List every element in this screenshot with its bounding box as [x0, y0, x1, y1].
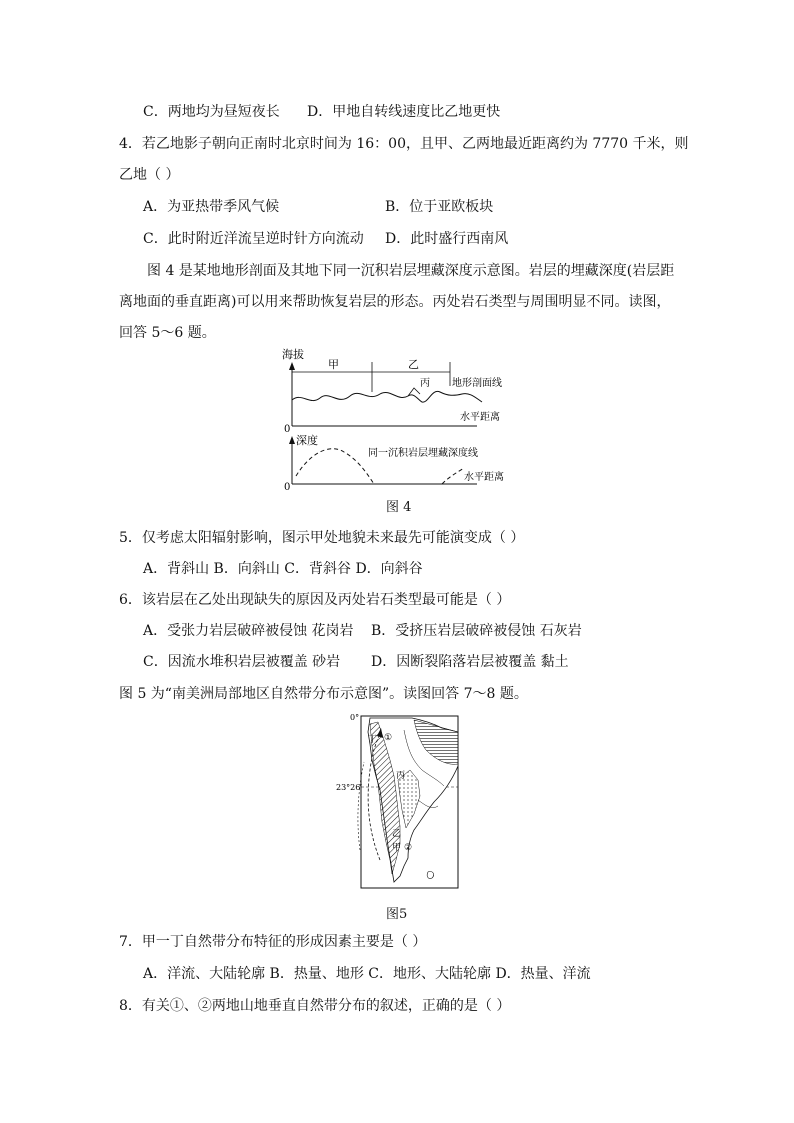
- q5-options: A．背斜山 B．向斜山 C．背斜谷 D．向斜谷: [143, 561, 423, 577]
- fig4-horizontal-upper: 水平距离: [460, 412, 500, 423]
- q7-options: A．洋流、大陆轮廓 B．热量、地形 C．地形、大陆轮廓 D．热量、洋流: [143, 966, 591, 982]
- fig4-depth-line-label: 同一沉积岩层埋藏深度线: [368, 448, 478, 459]
- fig5-caption: 图5: [386, 907, 408, 922]
- q6-stem: 6．该岩层在乙处出现缺失的原因及丙处岩石类型最可能是（ ）: [119, 592, 511, 608]
- intro4-line3: 回答 5～6 题。: [119, 325, 216, 341]
- q6-option-c: C．因流水堆积岩层被覆盖 砂岩: [143, 654, 341, 670]
- q6-option-a: A．受张力岩层破碎被侵蚀 花岗岩: [143, 623, 354, 639]
- q7-stem: 7．甲一丁自然带分布特征的形成因素主要是（ ）: [119, 934, 427, 950]
- figure-4: [272, 344, 532, 492]
- fig5-bing-label: 丙: [396, 771, 406, 781]
- q6-option-d: D．因断裂陷落岩层被覆盖 黏土: [371, 654, 569, 670]
- q5-stem: 5．仅考虑太阳辐射影响，图示甲处地貌未来最先可能演变成（ ）: [119, 530, 525, 546]
- fig4-altitude-label: 海拔: [282, 348, 304, 361]
- q3-option-d: D．甲地自转线速度比乙地更快: [307, 104, 501, 120]
- q4-stem-line2: 乙地（ ）: [119, 167, 180, 183]
- fig5-jia-label: 甲: [392, 843, 402, 853]
- q4-option-b: B．位于亚欧板块: [385, 199, 494, 215]
- q4-option-a: A．为亚热带季风气候: [143, 199, 280, 215]
- fig5-circle2-label: ②: [404, 843, 413, 853]
- q3-option-c: C．两地均为昼短夜长: [143, 104, 280, 120]
- fig5-circle1-label: ①: [384, 733, 393, 743]
- fig5-yi-label: 乙: [392, 829, 402, 839]
- fig4-bing-label: 丙: [420, 378, 430, 389]
- q6-option-b: B．受挤压岩层破碎被侵蚀 石灰岩: [371, 623, 582, 639]
- intro4-line1: 图 4 是某地地形剖面及其地下同一沉积岩层埋藏深度示意图。岩层的埋藏深度(岩层距: [147, 263, 675, 279]
- fig4-profile-line-label: 地形剖面线: [452, 378, 502, 389]
- intro5: 图 5 为“南美洲局部地区自然带分布示意图”。读图回答 7～8 题。: [119, 686, 528, 702]
- fig4-caption: 图 4: [386, 500, 412, 515]
- fig4-yi-label: 乙: [408, 358, 419, 371]
- intro4-line2: 离地面的垂直距离)可以用来帮助恢复岩层的形态。丙处岩石类型与周围明显不同。读图，: [119, 294, 671, 310]
- fig4-depth-label: 深度: [296, 434, 318, 447]
- q4-option-d: D．此时盛行西南风: [385, 231, 509, 247]
- fig5-latitude: 23°26′: [336, 783, 363, 792]
- fig4-zero-lower: 0: [284, 482, 291, 492]
- figure-5: [334, 710, 464, 892]
- fig4-horizontal-lower: 水平距离: [464, 472, 504, 483]
- fig4-jia-label: 甲: [328, 358, 339, 371]
- fig5-zero-deg: 0°: [350, 713, 360, 722]
- q4-option-c: C．此时附近洋流呈逆时针方向流动: [143, 231, 364, 247]
- q8-stem: 8．有关①、②两地山地垂直自然带分布的叙述，正确的是（ ）: [119, 998, 511, 1014]
- fig5-ding-label: 丁: [368, 735, 378, 745]
- fig4-zero-upper: 0: [284, 424, 291, 435]
- q4-stem-line1: 4．若乙地影子朝向正南时北京时间为 16：00，且甲、乙两地最近距离约为 7770 千米，则: [119, 136, 689, 152]
